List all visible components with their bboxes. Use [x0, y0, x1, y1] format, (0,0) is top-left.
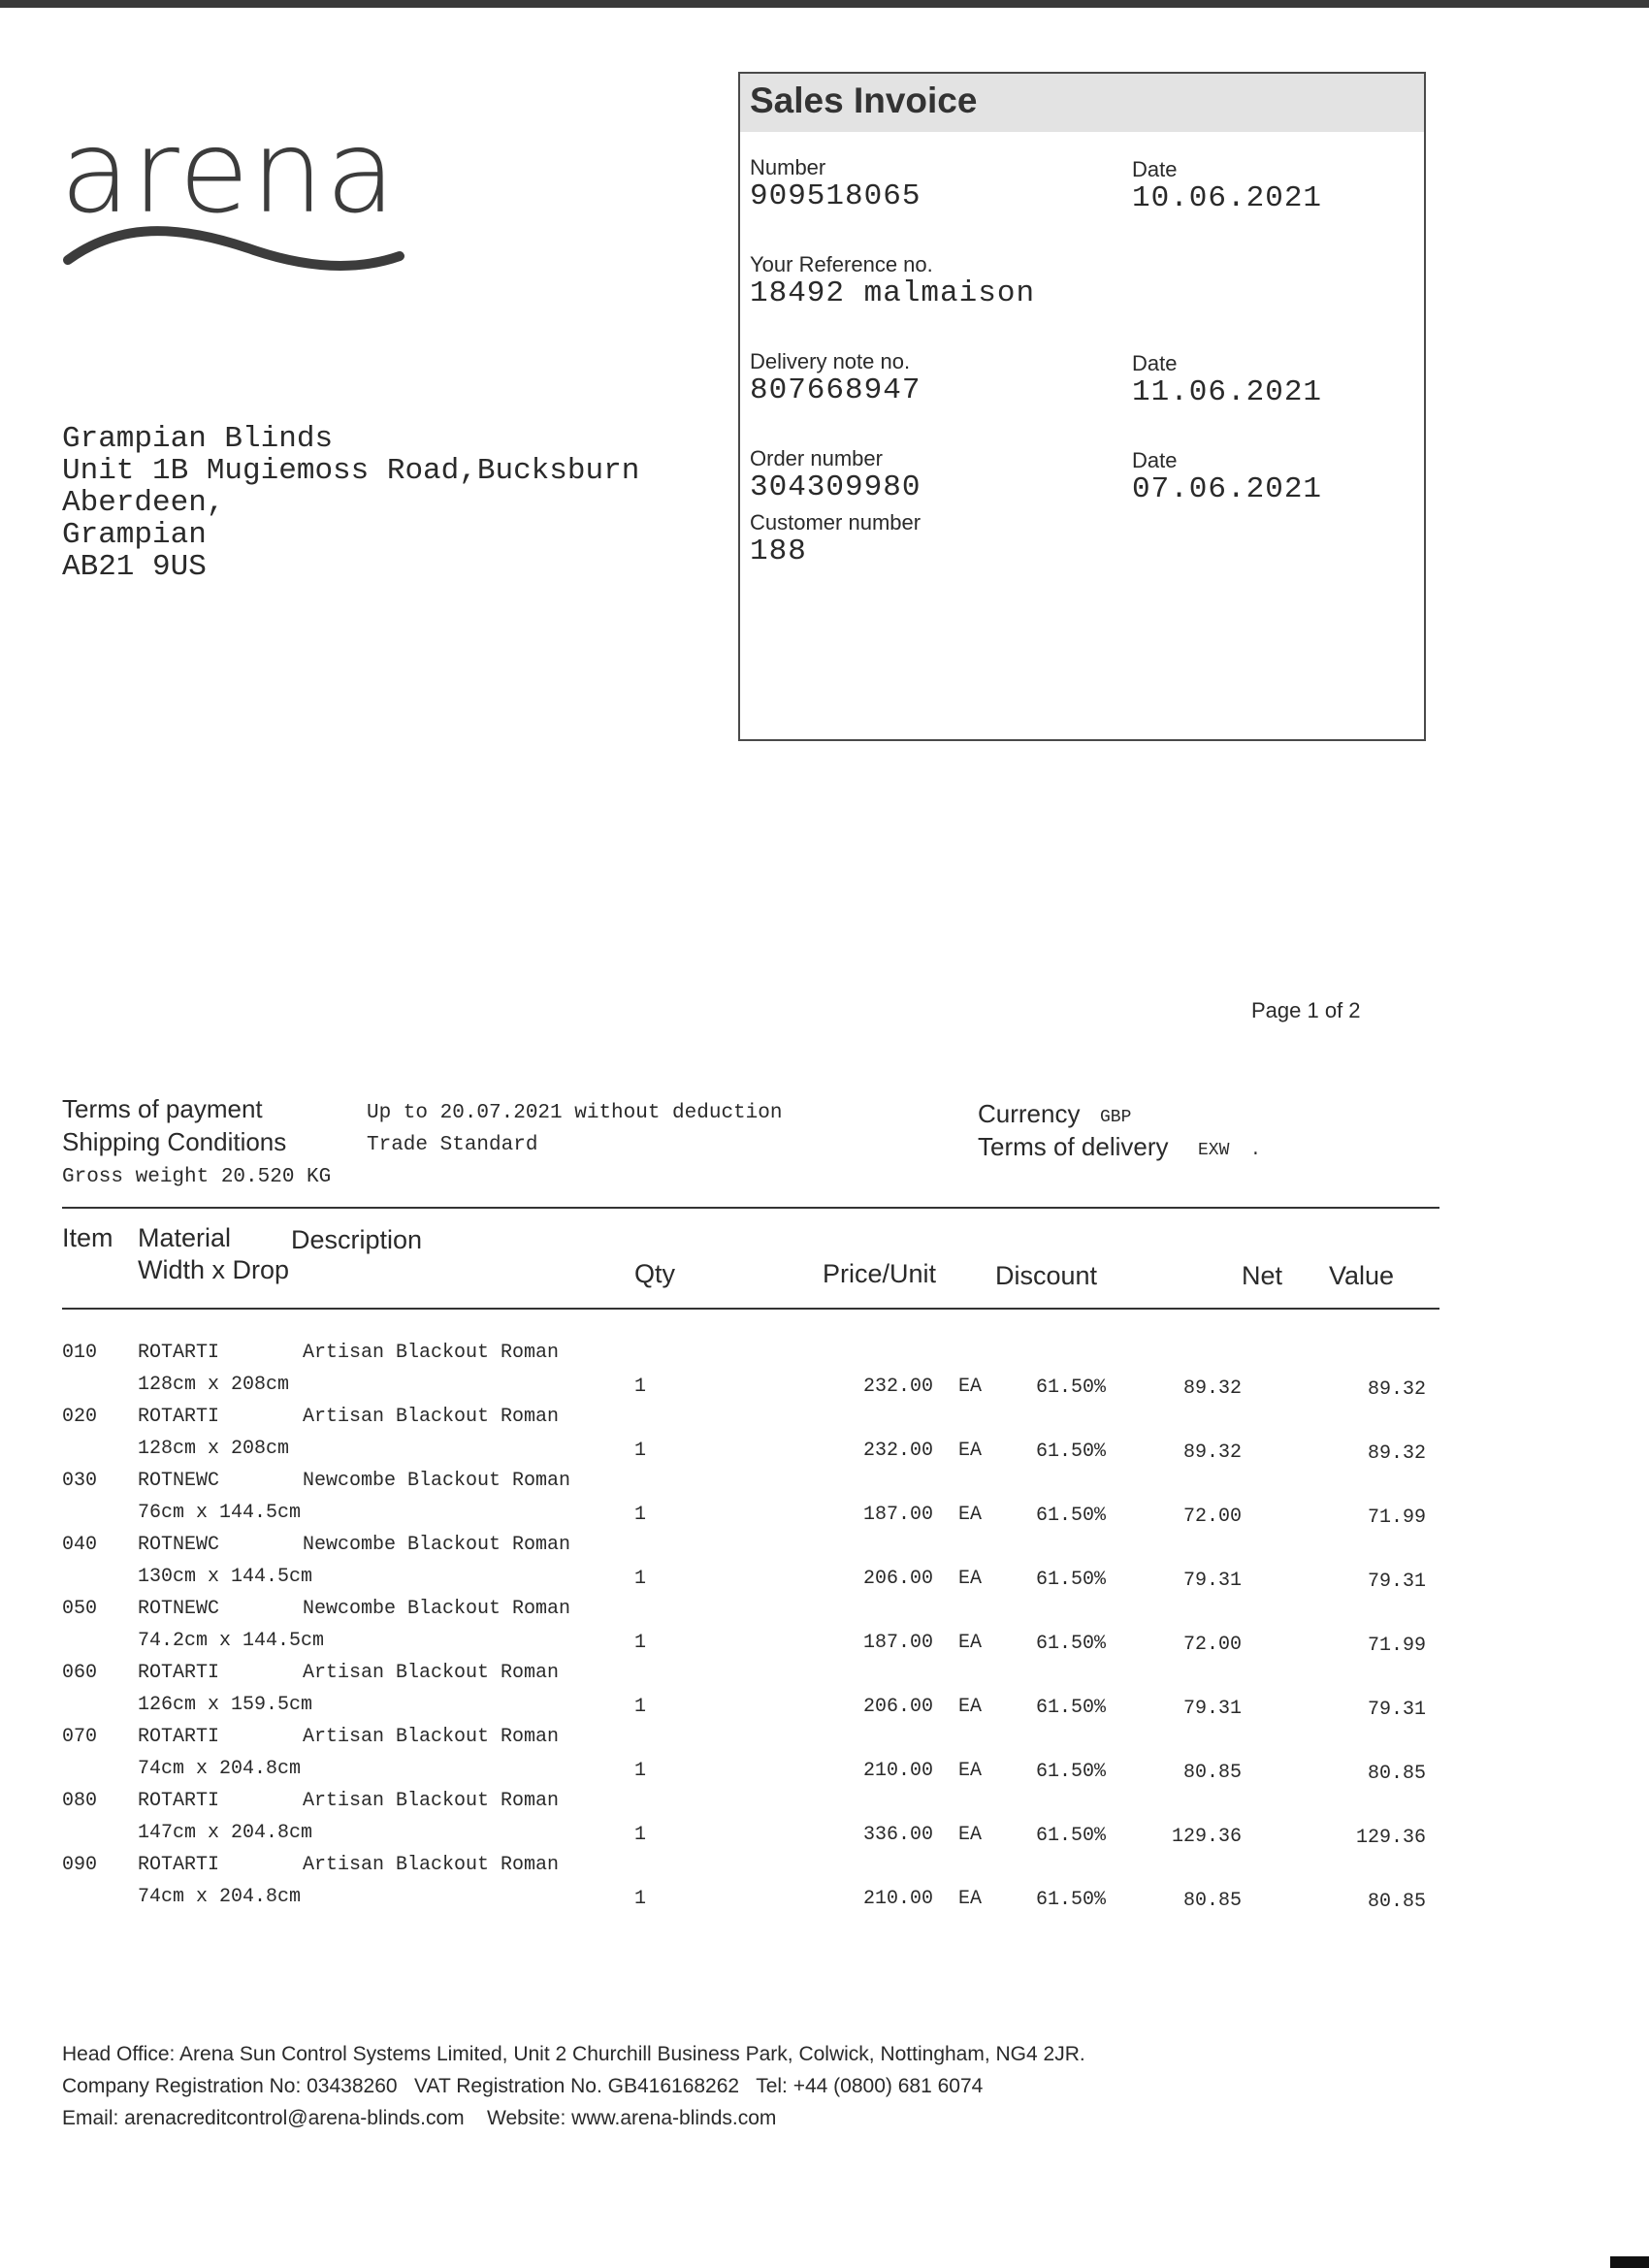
- item-value: 71.99: [1367, 1635, 1426, 1657]
- item-discount: 61.50%: [1035, 1697, 1106, 1719]
- table-top-rule: [62, 1207, 1439, 1209]
- order-number: 304309980: [750, 470, 922, 504]
- item-description: Newcombe Blackout Roman: [303, 1534, 571, 1556]
- footer-contact: Email: arenacreditcontrol@arena-blinds.com Website: www.arena-blinds.com: [62, 2107, 777, 2129]
- col-discount: Discount: [995, 1261, 1098, 1290]
- delivery-date: 11.06.2021: [1132, 375, 1323, 409]
- col-net: Net: [1242, 1261, 1283, 1290]
- item-net: 79.31: [1182, 1698, 1242, 1720]
- item-number: 050: [62, 1598, 98, 1620]
- item-material: ROTARTI: [138, 1342, 220, 1364]
- item-discount: 61.50%: [1035, 1377, 1106, 1399]
- item-value: 89.32: [1367, 1378, 1426, 1401]
- item-number: 030: [62, 1470, 98, 1492]
- reference-field: [750, 252, 1035, 310]
- payment-terms-label: Terms of payment: [62, 1094, 263, 1123]
- item-material: ROTARTI: [138, 1854, 220, 1876]
- item-unit: EA: [958, 1888, 983, 1910]
- reference-value: 18492 malmaison: [750, 276, 1036, 310]
- item-unit: EA: [958, 1376, 983, 1398]
- item-size: 130cm x 144.5cm: [138, 1566, 313, 1588]
- item-description: Artisan Blackout Roman: [303, 1790, 560, 1812]
- item-qty: 1: [634, 1696, 647, 1718]
- table-row: [0, 1470, 1649, 1534]
- item-qty: 1: [634, 1888, 647, 1910]
- item-discount: 61.50%: [1035, 1825, 1106, 1847]
- table-header-rule: [62, 1308, 1439, 1310]
- invoice-number-field: [750, 155, 921, 213]
- item-size: 76cm x 144.5cm: [138, 1502, 302, 1524]
- item-size: 74cm x 204.8cm: [138, 1758, 302, 1780]
- item-material: ROTNEWC: [138, 1534, 220, 1556]
- item-qty: 1: [634, 1440, 647, 1462]
- invoice-number: 909518065: [750, 179, 922, 213]
- item-net: 79.31: [1182, 1570, 1242, 1592]
- delivery-terms-value: EXW .: [1198, 1141, 1261, 1160]
- invoice-number-label: Number: [750, 155, 826, 179]
- delivery-note-number: 807668947: [750, 373, 922, 407]
- item-unit: EA: [958, 1504, 983, 1526]
- item-price: 232.00: [862, 1440, 933, 1462]
- item-description: Artisan Blackout Roman: [303, 1854, 560, 1876]
- payment-terms-value: Up to 20.07.2021 without deduction: [367, 1102, 783, 1124]
- gross-weight: Gross weight 20.520 KG: [62, 1166, 332, 1188]
- item-price: 336.00: [862, 1824, 933, 1846]
- item-qty: 1: [634, 1504, 647, 1526]
- item-price: 206.00: [862, 1568, 933, 1590]
- item-value: 71.99: [1367, 1507, 1426, 1529]
- table-row: [0, 1790, 1649, 1854]
- item-description: Artisan Blackout Roman: [303, 1406, 560, 1428]
- customer-number-label: Customer number: [750, 510, 922, 535]
- item-value: 79.31: [1367, 1571, 1426, 1593]
- col-item: Item: [62, 1223, 113, 1252]
- invoice-date: 10.06.2021: [1132, 181, 1323, 215]
- delivery-date-label: Date: [1132, 351, 1178, 375]
- item-price: 210.00: [862, 1888, 933, 1910]
- item-description: Newcombe Blackout Roman: [303, 1598, 571, 1620]
- item-value: 89.32: [1367, 1442, 1426, 1465]
- address-line: Grampian: [62, 518, 207, 552]
- delivery-terms-label: Terms of delivery: [978, 1132, 1169, 1161]
- item-material: ROTARTI: [138, 1726, 220, 1748]
- order-date-label: Date: [1132, 448, 1178, 472]
- item-value: 80.85: [1367, 1891, 1426, 1913]
- company-footer: [62, 2038, 1085, 2134]
- item-net: 89.32: [1182, 1377, 1242, 1400]
- item-discount: 61.50%: [1035, 1505, 1106, 1527]
- item-net: 72.00: [1182, 1634, 1242, 1656]
- item-unit: EA: [958, 1568, 983, 1590]
- item-discount: 61.50%: [1035, 1633, 1106, 1655]
- item-price: 232.00: [862, 1376, 933, 1398]
- table-row: [0, 1726, 1649, 1790]
- table-row: [0, 1534, 1649, 1598]
- logo-wave-icon: [60, 105, 409, 279]
- delivery-note-field: [750, 349, 921, 407]
- item-size: 128cm x 208cm: [138, 1438, 290, 1460]
- item-unit: EA: [958, 1632, 983, 1654]
- item-qty: 1: [634, 1632, 647, 1654]
- item-value: 80.85: [1367, 1763, 1426, 1785]
- item-number: 010: [62, 1342, 98, 1364]
- delivery-date-field: [1132, 351, 1322, 409]
- item-net: 72.00: [1182, 1506, 1242, 1528]
- item-description: Artisan Blackout Roman: [303, 1342, 560, 1364]
- currency-label: Currency: [978, 1099, 1081, 1128]
- item-number: 020: [62, 1406, 98, 1428]
- col-price-unit: Price/Unit: [823, 1259, 937, 1288]
- logo-wordmark: arena: [60, 105, 398, 239]
- item-net: 80.85: [1182, 1890, 1242, 1912]
- item-discount: 61.50%: [1035, 1889, 1106, 1911]
- address-line: AB21 9US: [62, 550, 207, 584]
- invoice-date-label: Date: [1132, 157, 1178, 181]
- item-unit: EA: [958, 1824, 983, 1846]
- item-value: 79.31: [1367, 1699, 1426, 1721]
- reference-label: Your Reference no.: [750, 252, 933, 276]
- item-discount: 61.50%: [1035, 1569, 1106, 1591]
- footer-registration: Company Registration No: 03438260 VAT Registration No. GB416168262 Tel: +44 (0800) 681 6074: [62, 2075, 984, 2097]
- scan-corner-mark: [1610, 2256, 1649, 2268]
- item-price: 206.00: [862, 1696, 933, 1718]
- item-number: 080: [62, 1790, 98, 1812]
- scan-top-edge: [0, 0, 1649, 8]
- item-discount: 61.50%: [1035, 1441, 1106, 1463]
- invoice-date-field: [1132, 157, 1322, 215]
- invoice-title: Sales Invoice: [740, 74, 1424, 132]
- item-size: 74cm x 204.8cm: [138, 1886, 302, 1908]
- invoice-details-box: [738, 72, 1426, 741]
- col-value: Value: [1329, 1261, 1395, 1290]
- item-price: 210.00: [862, 1760, 933, 1782]
- order-number-label: Order number: [750, 446, 883, 470]
- item-net: 80.85: [1182, 1762, 1242, 1784]
- address-line: Unit 1B Mugiemoss Road,Bucksburn: [62, 454, 640, 488]
- col-description: Description: [291, 1225, 423, 1254]
- item-size: 147cm x 204.8cm: [138, 1822, 313, 1844]
- customer-number-field: [750, 510, 921, 568]
- item-size: 74.2cm x 144.5cm: [138, 1630, 325, 1652]
- col-material: Material: [138, 1223, 232, 1252]
- item-value: 129.36: [1355, 1827, 1426, 1849]
- item-qty: 1: [634, 1824, 647, 1846]
- item-number: 090: [62, 1854, 98, 1876]
- table-row: [0, 1854, 1649, 1918]
- table-row: [0, 1662, 1649, 1726]
- address-line: Aberdeen,: [62, 486, 225, 520]
- item-net: 89.32: [1182, 1442, 1242, 1464]
- delivery-note-label: Delivery note no.: [750, 349, 911, 373]
- customer-number: 188: [750, 535, 807, 568]
- table-row: [0, 1406, 1649, 1470]
- item-price: 187.00: [862, 1632, 933, 1654]
- item-material: ROTNEWC: [138, 1470, 220, 1492]
- item-description: Newcombe Blackout Roman: [303, 1470, 571, 1492]
- footer-head-office: Head Office: Arena Sun Control Systems Limited, Unit 2 Churchill Business Park, Colwick, Nottingham, NG4 2JR.: [62, 2043, 1085, 2065]
- shipping-conditions-label: Shipping Conditions: [62, 1127, 287, 1156]
- item-unit: EA: [958, 1760, 983, 1782]
- item-number: 070: [62, 1726, 98, 1748]
- order-date: 07.06.2021: [1132, 472, 1323, 506]
- col-width-drop: Width x Drop: [138, 1255, 290, 1284]
- item-material: ROTARTI: [138, 1662, 220, 1684]
- item-number: 060: [62, 1662, 98, 1684]
- item-material: ROTARTI: [138, 1790, 220, 1812]
- item-qty: 1: [634, 1760, 647, 1782]
- item-net: 129.36: [1171, 1826, 1242, 1848]
- item-qty: 1: [634, 1376, 647, 1398]
- item-number: 040: [62, 1534, 98, 1556]
- item-size: 128cm x 208cm: [138, 1374, 290, 1396]
- address-line: Grampian Blinds: [62, 422, 334, 456]
- page-indicator: Page 1 of 2: [1251, 998, 1361, 1022]
- item-unit: EA: [958, 1440, 983, 1462]
- item-size: 126cm x 159.5cm: [138, 1694, 313, 1716]
- arena-logo: [60, 105, 409, 279]
- table-row: [0, 1598, 1649, 1662]
- item-unit: EA: [958, 1696, 983, 1718]
- recipient-address: [62, 423, 639, 583]
- item-discount: 61.50%: [1035, 1761, 1106, 1783]
- shipping-conditions-value: Trade Standard: [367, 1134, 538, 1156]
- item-material: ROTARTI: [138, 1406, 220, 1428]
- table-row: [0, 1342, 1649, 1406]
- currency-value: GBP: [1100, 1108, 1132, 1127]
- item-price: 187.00: [862, 1504, 933, 1526]
- col-qty: Qty: [634, 1259, 676, 1288]
- item-material: ROTNEWC: [138, 1598, 220, 1620]
- order-date-field: [1132, 448, 1322, 506]
- item-description: Artisan Blackout Roman: [303, 1726, 560, 1748]
- order-number-field: [750, 446, 921, 504]
- item-qty: 1: [634, 1568, 647, 1590]
- item-description: Artisan Blackout Roman: [303, 1662, 560, 1684]
